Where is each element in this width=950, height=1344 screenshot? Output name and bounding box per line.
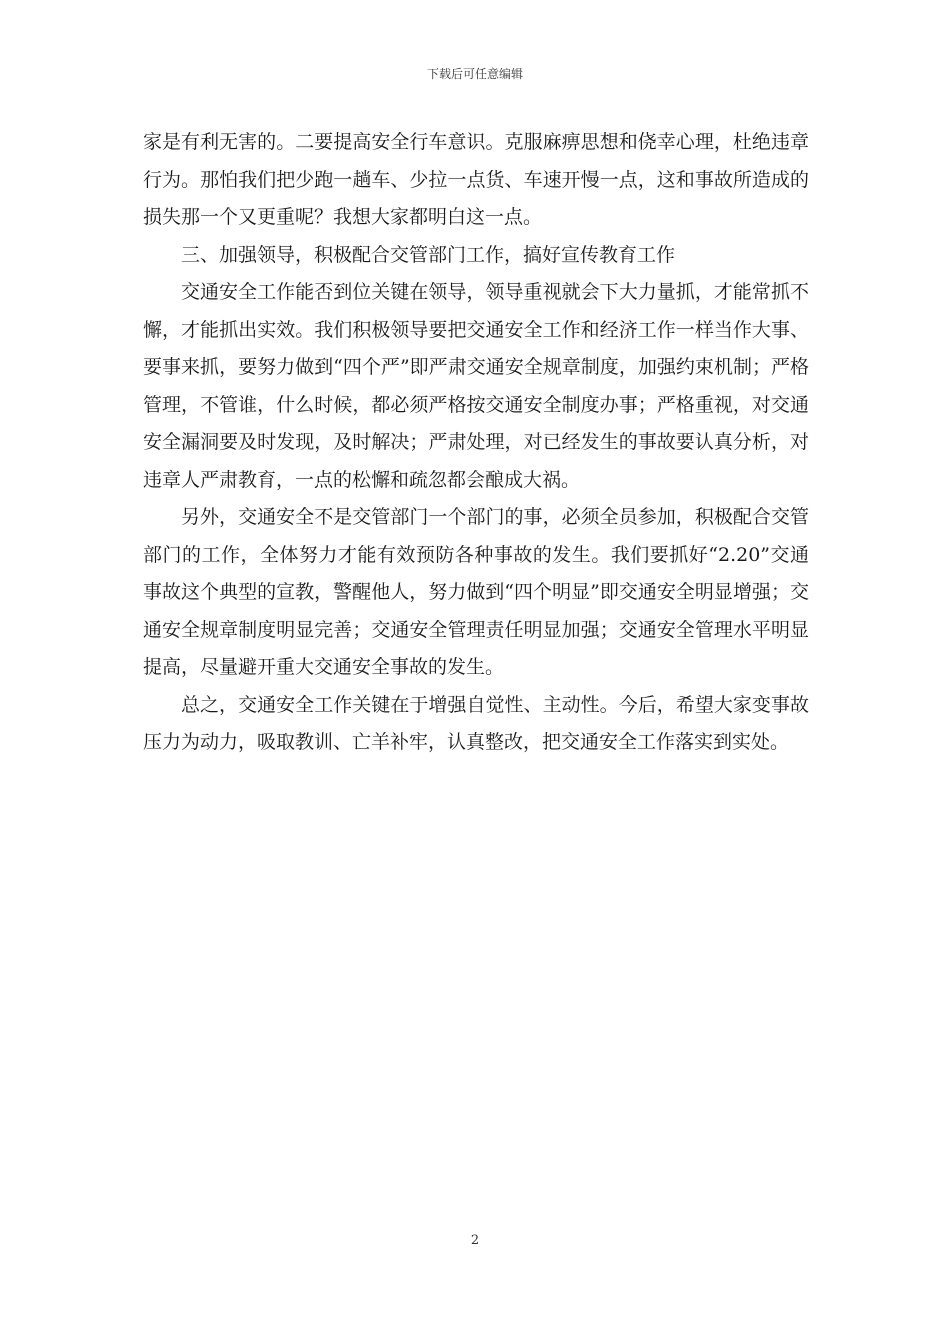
paragraph-continuation: 家是有利无害的。二要提高安全行车意识。克服麻痹思想和侥幸心理，杜绝违章行为。那怕我们把少跑一趟车、少拉一点货、车速开慢一点，这和事故所造成的损失那一个又更重呢？我想大家都明白这一点。 xyxy=(143,131,809,228)
section-heading: 三、加强领导，积极配合交管部门工作，搞好宣传教育工作 xyxy=(181,243,676,266)
paragraph-cooperation: 另外，交通安全不是交管部门一个部门的事，必须全员参加，积极配合交管部门的工作，全体努力才能有效预防各种事故的发生。我们要抓好“2.20”交通事故这个典型的宣教，警醒他人，努力做到“四个明显”即交通安全明显增强；交通安全规章制度明显完善；交通安全管理责任明显加强；交通安全管理水平明显提高，尽量避开重大交通安全事故的发生。 xyxy=(143,506,809,678)
document-body xyxy=(143,124,809,762)
page-number: 2 xyxy=(470,1233,480,1248)
paragraph-leadership: 交通安全工作能否到位关键在领导，领导重视就会下大力量抓，才能常抓不懈，才能抓出实效。我们积极领导要把交通安全工作和经济工作一样当作大事、要事来抓，要努力做到“四个严”即严肃交通安全规章制度，加强约束机制；严格管理，不管谁，什么时候，都必须严格按交通安全制度办事；严格重视，对交通安全漏洞要及时发现，及时解决；严肃处理，对已经发生的事故要认真分析，对违章人严肃教育，一点的松懈和疏忽都会酿成大祸。 xyxy=(143,281,809,491)
paragraph-conclusion: 总之，交通安全工作关键在于增强自觉性、主动性。今后，希望大家变事故压力为动力，吸取教训、亡羊补牢，认真整改，把交通安全工作落实到实处。 xyxy=(143,693,809,753)
page-header: 下载后可任意编辑 xyxy=(426,67,523,81)
